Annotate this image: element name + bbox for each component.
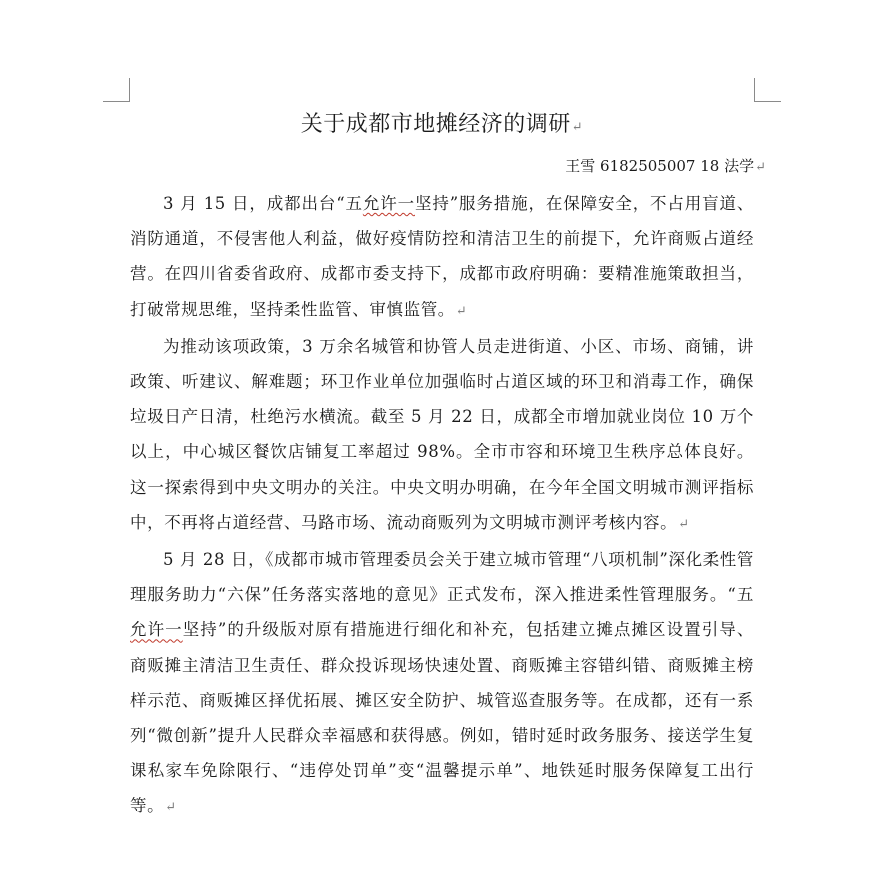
title-text: 关于成都市地摊经济的调研 <box>300 112 571 137</box>
crop-mark-top-left <box>103 78 130 102</box>
crop-mark-top-right <box>754 78 781 102</box>
paragraph-text: 3 月 15 日，成都出台“五 <box>163 194 363 213</box>
paragraph-1[interactable] <box>130 186 754 329</box>
paragraph-mark-icon: ↵ <box>755 160 766 175</box>
paragraph-text: 5 月 28 日，《成都市城市管理委员会关于建立城市管理“八项机制”深化柔性管理服务助力“六保”任务落实落地的意见》正式发布，深入推进柔性管理服务。“五 <box>130 550 754 605</box>
spellcheck-flagged-text[interactable]: 允许一 <box>130 620 183 640</box>
paragraph-mark-icon: ↵ <box>571 120 584 135</box>
paragraph-3[interactable] <box>130 542 754 826</box>
paragraph-mark-icon: ↵ <box>165 800 177 816</box>
paragraph-mark-icon: ↵ <box>678 516 690 532</box>
paragraph-mark-icon: ↵ <box>455 303 468 319</box>
paragraph-2[interactable] <box>130 329 754 542</box>
author-line[interactable] <box>565 153 766 181</box>
author-text: 王雪 6182505007 18 法学 <box>565 157 755 175</box>
paragraph-text: 为推动该项政策，3 万余名城管和协管人员走进街道、小区、市场、商铺，讲政策、听建议、解难题；环卫作业单位加强临时占道区域的环卫和消毒工作，确保垃圾日产日清，杜绝污水横流。截至 5 月 22 日，成都全市增加就业岗位 10 万个以上，中心城区餐饮店铺复工率超过 98%。全市市容和环境卫生秩序总体良好。这一探索得到中央文明办的关注。中央文明办明确，在今年全国文明城市测评指标中，不再将占道经营、马路市场、流动商贩列为文明城市测评考核内容。 <box>130 336 754 532</box>
spellcheck-flagged-text[interactable]: 允许一 <box>362 194 415 213</box>
document-title[interactable] <box>130 110 754 143</box>
paragraph-text: 坚持”的升级版对原有措施进行细化和补充，包括建立摊点摊区设置引导、商贩摊主清洁卫生责任、群众投诉现场快速处置、商贩摊主容错纠错、商贩摊主榜样示范、商贩摊区择优拓展、摊区安全防护、城管巡查服务等。在成都，还有一系列“微创新”提升人民群众幸福感和获得感。例如，错时延时政务服务、接送学生复课私家车免除限行、“违停处罚单”变“温馨提示单”、地铁延时服务保障复工出行等。 <box>130 620 754 816</box>
document-body[interactable] <box>130 186 754 826</box>
paragraph-text: 坚持”服务措施，在保障安全，不占用盲道、消防通道，不侵害他人利益，做好疫情防控和清洁卫生的前提下，允许商贩占道经营。在四川省委省政府、成都市委支持下，成都市政府明确：要精准施策敢担当，打破常规思维，坚持柔性监管、审慎监管。 <box>130 194 754 319</box>
